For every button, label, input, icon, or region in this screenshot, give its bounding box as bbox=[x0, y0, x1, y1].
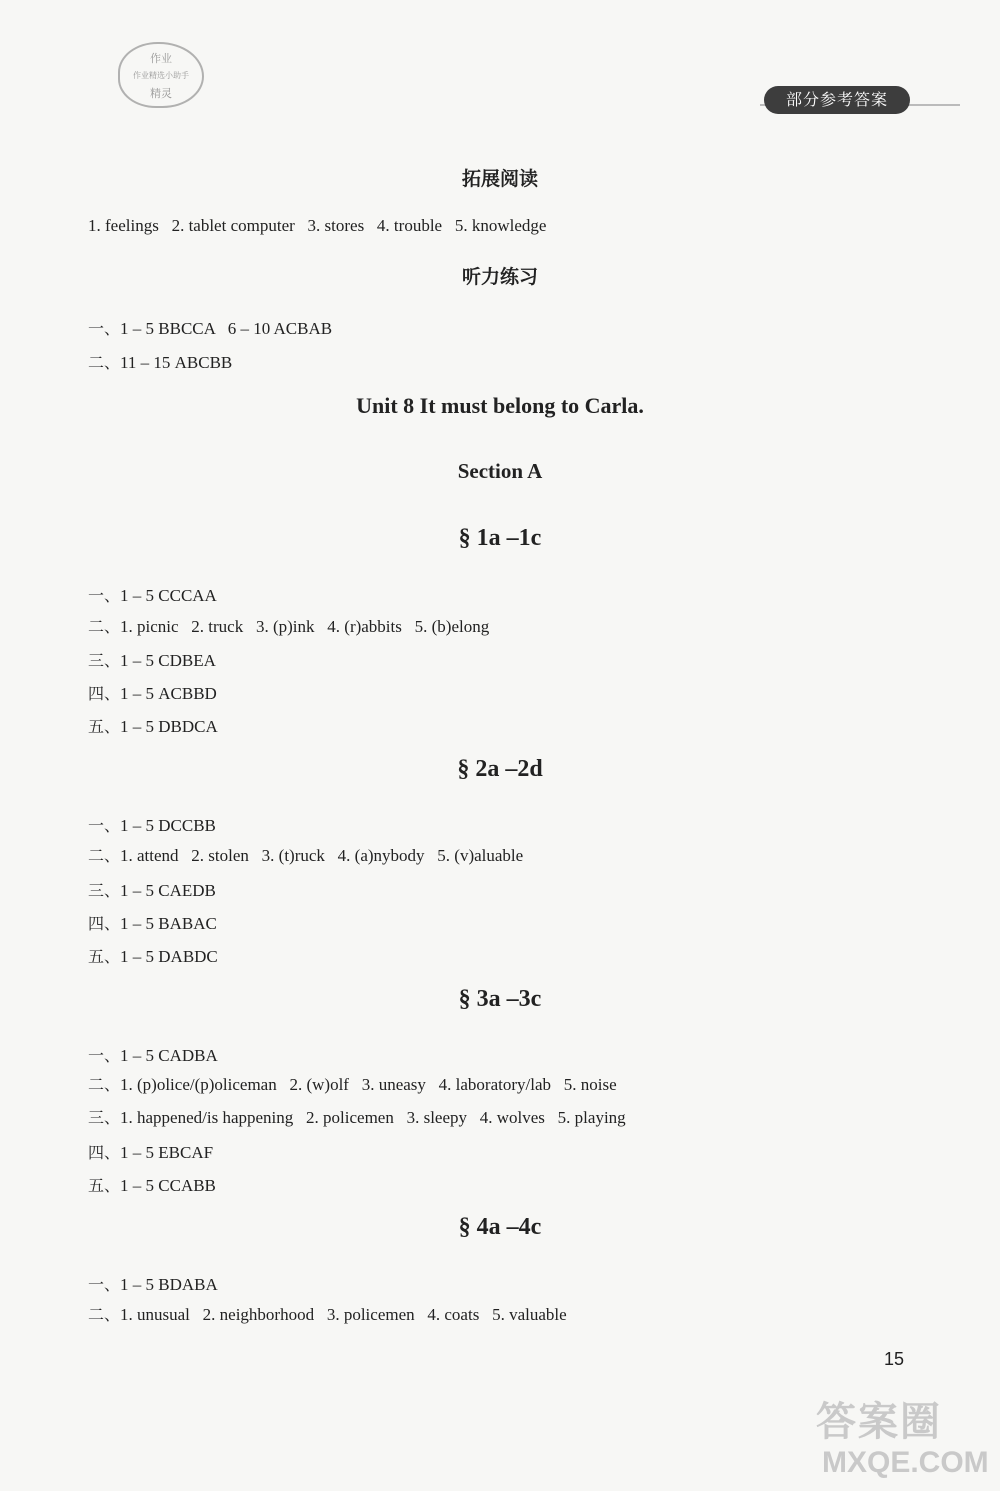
answer-text: 1. attend 2. stolen 3. (t)ruck 4. (a)nybody 5. (v)aluable bbox=[120, 846, 524, 865]
answer-line bbox=[88, 911, 217, 934]
answer-label: 四、 bbox=[88, 684, 121, 703]
answer-text: 1 – 5 BABAC bbox=[120, 914, 217, 933]
answer-text: 1 – 5 DBDCA bbox=[120, 717, 218, 736]
answer-label: 二、 bbox=[88, 617, 121, 636]
subsection-title: § 3a –3c bbox=[458, 986, 542, 1012]
answer-label: 五、 bbox=[88, 947, 121, 966]
answer-line bbox=[88, 681, 217, 704]
answer-label: 一、 bbox=[88, 319, 121, 338]
header-badge: 部分参考答案 bbox=[764, 86, 910, 114]
answer-text: 1 – 5 CAEDB bbox=[120, 881, 216, 900]
answer-line bbox=[88, 878, 216, 901]
answer-label: 五、 bbox=[88, 717, 121, 736]
answer-line bbox=[88, 813, 216, 836]
stamp-line-3: 精灵 bbox=[150, 87, 172, 100]
answer-line bbox=[88, 1302, 567, 1325]
unit-title: Unit 8 It must belong to Carla. bbox=[356, 393, 644, 418]
listening-title: 听力练习 bbox=[461, 266, 538, 288]
section-title: Section A bbox=[457, 459, 543, 483]
answer-line bbox=[88, 1140, 213, 1163]
answer-label: 三、 bbox=[88, 881, 121, 900]
answer-text: 1 – 5 CCABB bbox=[120, 1176, 216, 1195]
answer-label: 三、 bbox=[88, 1108, 121, 1127]
answer-label: 二、 bbox=[88, 353, 121, 372]
answer-line bbox=[88, 843, 523, 866]
answer-label: 一、 bbox=[88, 1275, 121, 1294]
answer-text: 1 – 5 CADBA bbox=[120, 1046, 218, 1065]
answer-text: 1. (p)olice/(p)oliceman 2. (w)olf 3. uneasy 4. laboratory/lab 5. noise bbox=[120, 1075, 617, 1094]
answer-label: 二、 bbox=[88, 846, 121, 865]
answer-line bbox=[88, 614, 489, 637]
answer-text: 1 – 5 ACBBD bbox=[120, 684, 217, 703]
stamp-line-2: 作业精选小助手 bbox=[133, 71, 189, 80]
answer-line bbox=[88, 648, 216, 671]
subsection-title: § 4a –4c bbox=[458, 1214, 542, 1240]
answer-line bbox=[88, 316, 332, 339]
answer-line bbox=[88, 1173, 216, 1196]
answer-line bbox=[88, 944, 218, 967]
stamp-logo bbox=[118, 42, 204, 108]
answer-text: 1 – 5 DABDC bbox=[120, 947, 218, 966]
answer-label: 三、 bbox=[88, 651, 121, 670]
stamp-line-1: 作业 bbox=[150, 52, 172, 65]
answer-label: 五、 bbox=[88, 1176, 121, 1195]
answer-label: 四、 bbox=[88, 1143, 121, 1162]
watermark-url: MXQE.COM bbox=[822, 1446, 989, 1479]
answer-text: 1 – 5 CDBEA bbox=[120, 651, 216, 670]
watermark-logo: 答案圈 bbox=[816, 1399, 942, 1445]
answer-label: 一、 bbox=[88, 586, 121, 605]
answer-line bbox=[88, 714, 218, 737]
answer-line bbox=[88, 1072, 617, 1095]
answer-text: 1 – 5 DCCBB bbox=[120, 816, 216, 835]
answer-line bbox=[88, 350, 232, 373]
page-number: 15 bbox=[884, 1349, 905, 1369]
answer-line bbox=[88, 583, 217, 606]
answer-text: 1 – 5 CCCAA bbox=[120, 586, 217, 605]
answer-label: 二、 bbox=[88, 1075, 121, 1094]
reading-answers: 1. feelings 2. tablet computer 3. stores 4. trouble 5. knowledge bbox=[88, 216, 547, 235]
subsection-title: § 2a –2d bbox=[457, 756, 543, 782]
answer-label: 一、 bbox=[88, 1046, 121, 1065]
answer-text: 1 – 5 BBCCA 6 – 10 ACBAB bbox=[120, 319, 333, 338]
subsection-title: § 1a –1c bbox=[458, 525, 542, 551]
answer-text: 1. unusual 2. neighborhood 3. policemen 4. coats 5. valuable bbox=[120, 1305, 567, 1324]
answer-label: 四、 bbox=[88, 914, 121, 933]
answer-text: 1 – 5 EBCAF bbox=[120, 1143, 214, 1162]
answer-text: 1. happened/is happening 2. policemen 3. sleepy 4. wolves 5. playing bbox=[120, 1108, 626, 1127]
reading-title: 拓展阅读 bbox=[461, 168, 538, 190]
answer-text: 1. picnic 2. truck 3. (p)ink 4. (r)abbits 5. (b)elong bbox=[120, 617, 490, 636]
answer-line bbox=[88, 1043, 218, 1066]
answer-label: 二、 bbox=[88, 1305, 121, 1324]
answer-text: 11 – 15 ABCBB bbox=[120, 353, 233, 372]
answer-text: 1 – 5 BDABA bbox=[120, 1275, 218, 1294]
answer-label: 一、 bbox=[88, 816, 121, 835]
answer-line bbox=[88, 1272, 218, 1295]
answer-line bbox=[88, 1105, 626, 1128]
